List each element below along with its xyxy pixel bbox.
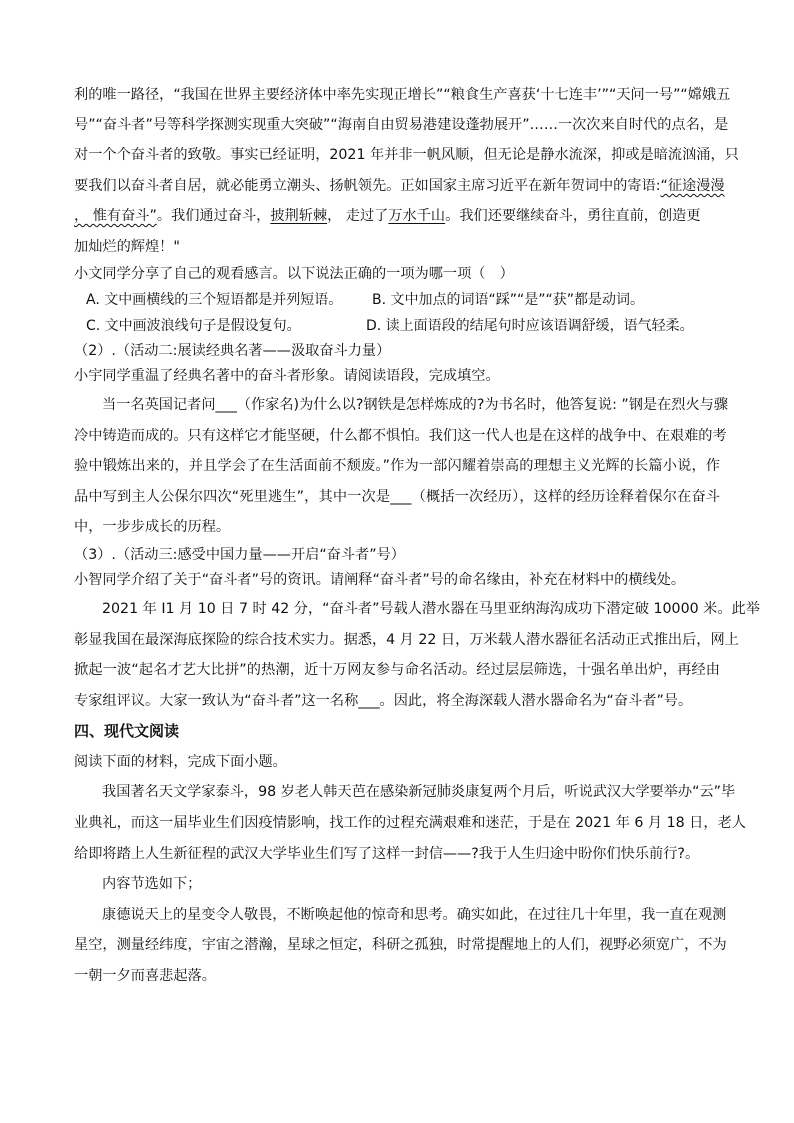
question-stem: 小文同学分享了自己的观看感言。以下说法正确的一项为哪一项（ ） bbox=[74, 266, 514, 282]
passage-text: 。我们还要继续奋斗，勇往直前，创造更 bbox=[445, 208, 701, 224]
option-a: A. 文中画横线的三个短语都是并列短语。 bbox=[86, 292, 343, 308]
activity-2-paragraph-line-5: 中，一步步成长的历程。 bbox=[74, 519, 231, 535]
passage-text: 。我们通过奋斗， bbox=[156, 208, 271, 224]
passage-line-4 bbox=[74, 176, 725, 196]
option-c: C. 文中画波浪线句子是假设复句。 bbox=[86, 318, 301, 334]
wavy-underlined-quote: “征途漫漫 bbox=[660, 178, 725, 194]
activity-2-paragraph-line-3: 验中锻炼出来的，并且学会了在生活面前不颓废。”作为一部闪耀着崇高的理想主义光辉的长篇小说，作 bbox=[74, 458, 720, 474]
passage-text: ， 走过了 bbox=[327, 208, 389, 224]
option-d: D. 读上面语段的结尾句时应该语调舒缓，语气轻柔。 bbox=[366, 318, 694, 334]
activity-2-paragraph-line-4: 品中写到主人公保尔四次“死里逃生”，其中一次是___（概括一次经历），这样的经历诠释着保尔在奋斗 bbox=[74, 489, 720, 505]
wavy-underlined-quote-end: ， 惟有奋斗” bbox=[74, 208, 157, 224]
passage-line-6: 加灿烂的辉煌！" bbox=[74, 239, 180, 255]
underlined-phrase-2: 万水千山 bbox=[388, 208, 446, 224]
activity-3-paragraph-line-3: 掀起一波“起名才艺大比拼”的热潮，近十万网友参与命名活动。经过层层筛选，十强名单出炉，再经由 bbox=[74, 662, 720, 678]
reading-paragraph-line-1: 我国著名天文学家泰斗，98 岁老人韩天芭在感染新冠肺炎康复两个月后，听说武汉大学要举办“云”毕 bbox=[102, 784, 736, 800]
section-title: 四、现代文阅读 bbox=[74, 722, 180, 740]
reading-paragraph-line-3: 给即将踏上人生新征程的武汉大学毕业生们写了这样一封信——?我于人生归途中盼你们快乐前行?。 bbox=[74, 846, 700, 862]
reading-paragraph-line-5: 星空，测量经纬度，宇宙之潜瀚，星球之恒定，科研之孤独，时常提醒地上的人们，视野必须宽广，不为 bbox=[74, 937, 727, 953]
activity-3-paragraph-line-4: 专家组评议。大家一致认为“奋斗者”这一名称___。因此，将全海深载人潜水器命名为“奋斗者”号。 bbox=[74, 693, 693, 709]
activity-3-paragraph-line-1: 2021 年 I1 月 10 日 7 时 42 分，“奋斗者”号载人潜水器在马里亚纳海沟成功下潜定破 10000 米。此举 bbox=[102, 601, 760, 617]
activity-2-paragraph-line-1: 当一名英国记者问___（作家名)为什么以?钢铁是怎样炼成的?为书名时，他答复说: ”钢是在烈火与骤 bbox=[102, 397, 729, 413]
reading-paragraph-line-6: 一朝一夕而喜悲起落。 bbox=[74, 968, 216, 984]
reading-excerpt-label: 内容节选如下； bbox=[102, 876, 202, 892]
activity-3-paragraph-line-2: 彰显我国在最深海底探险的综合技术实力。据悉，4 月 22 日，万米载人潜水器征名活动正式推出后，网上 bbox=[74, 632, 739, 648]
reading-paragraph-line-2: 业典礼，而这一届毕业生们因疫情影响，找工作的过程充满艰难和迷茫，于是在 2021 年 6 月 18 日，老人 bbox=[74, 815, 746, 831]
passage-line-2: 号”“奋斗者”号等科学探测实现重大突破”“海南自由贸易港建设蓬勃展开”……一次次来自时代的点名，是 bbox=[74, 117, 729, 133]
passage-line-3: 对一个个奋斗者的致敬。事实已经证明，2021 年并非一帆风顺，但无论是静水流深，抑或是暗流汹涌，只 bbox=[74, 147, 739, 163]
activity-2-paragraph-line-2: 冷中铸造而成的。只有这样它才能坚硬，什么都不惧怕。我们这一代人也是在这样的战争中、在艰难的考 bbox=[74, 428, 727, 444]
reading-paragraph-line-4: 康德说天上的星变令人敬畏，不断唤起他的惊奇和思考。确实如此，在过往几十年里，我一直在观测 bbox=[102, 907, 727, 923]
section-instruction: 阅读下面的材料，完成下面小题。 bbox=[74, 754, 287, 770]
activity-3-heading: （3）.（活动三:感受中国力量——开启“奋斗者”号） bbox=[74, 547, 405, 563]
passage-line-1: 利的唯一路径，“我国在世界主要经济体中率先实现正增长”“粮食生产喜获‘十七连丰’”“天问一号”“嫦娥五 bbox=[74, 87, 731, 103]
activity-2-heading: （2）.（活动二:展读经典名著——汲取奋斗力量） bbox=[74, 343, 391, 359]
option-b: B. 文中加点的词语“踩”“是”“获”都是动词。 bbox=[372, 292, 645, 308]
underlined-phrase-1: 披荆斩棘 bbox=[270, 208, 328, 224]
passage-line-5 bbox=[74, 206, 720, 226]
activity-2-intro: 小宇同学重温了经典名著中的奋斗者形象。请阅读语段，完成填空。 bbox=[74, 368, 500, 384]
activity-3-intro: 小智同学介绍了关于“奋斗者”号的资讯。请阐释“奋斗者”号的命名缘由，补充在材料中的横线处。 bbox=[74, 572, 686, 588]
passage-text: 要我们以奋斗者自居，就必能勇立潮头、扬帆领先。正如国家主席习近平在新年贺词中的寄语: bbox=[74, 178, 661, 194]
